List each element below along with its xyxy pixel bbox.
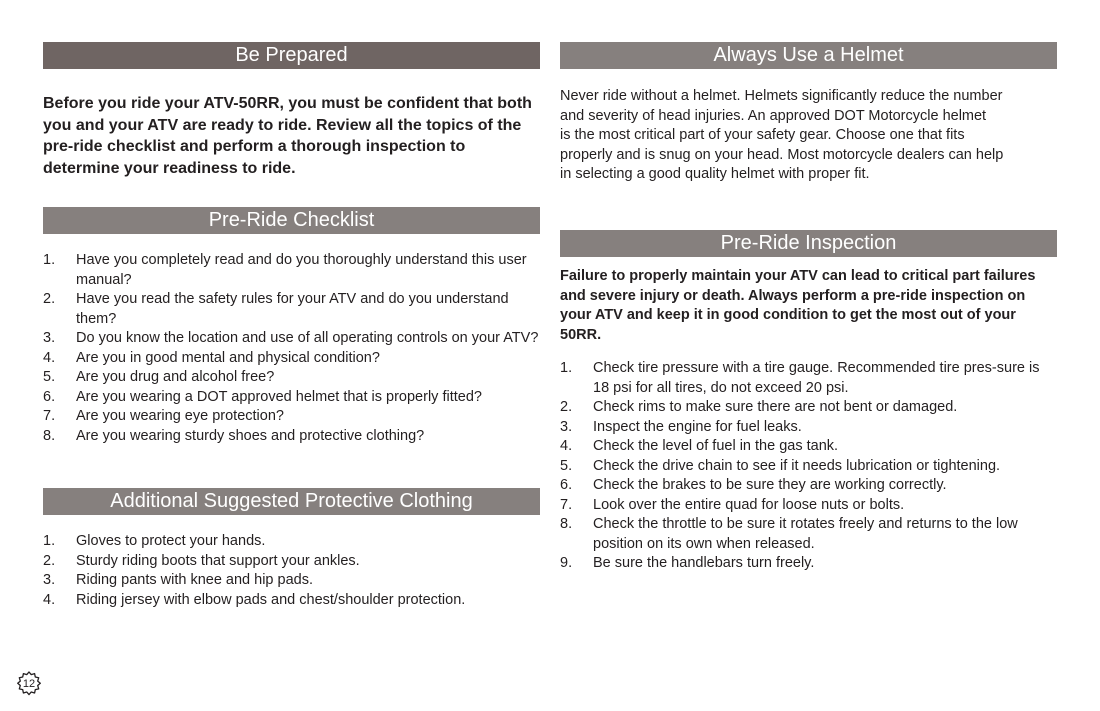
list-item: [43, 407, 540, 427]
list-item-text: Check the brakes to be sure they are working correctly.: [593, 477, 947, 493]
list-item-text: Inspect the engine for fuel leaks.: [593, 418, 802, 435]
clothing-list: [43, 532, 540, 610]
list-item: [43, 591, 540, 611]
list-item: [560, 457, 1057, 477]
list-item: [560, 398, 1057, 418]
list-item-text: Are you drug and alcohol free?: [76, 369, 275, 385]
list-item-number: 1.: [43, 533, 56, 549]
list-item-number: 7.: [43, 408, 56, 424]
list-item: [560, 515, 1057, 554]
list-item: [43, 552, 540, 572]
list-item: [43, 532, 540, 552]
list-item: [43, 388, 540, 408]
list-item: [560, 554, 1057, 574]
list-item-text: Are you in good mental and physical condition?: [76, 349, 380, 366]
list-item-number: 3.: [560, 418, 573, 435]
list-item-number: 3.: [43, 330, 56, 346]
list-item: [560, 476, 1057, 496]
page-number-badge: [14, 669, 44, 699]
list-item-number: 7.: [560, 496, 573, 513]
list-item: [43, 349, 540, 369]
list-item-text: Have you read the safety rules for your ATV and do you understand them?: [76, 291, 509, 327]
list-item: [560, 359, 1057, 398]
checklist-list: [43, 251, 540, 446]
list-item-number: 9.: [560, 555, 573, 571]
list-item-text: Are you wearing sturdy shoes and protective clothing?: [76, 427, 425, 444]
list-item-text: Check the level of fuel in the gas tank.: [593, 438, 839, 454]
list-item-number: 4.: [560, 438, 573, 454]
inspection-intro: Failure to properly maintain your ATV can lead to critical part failures and severe injury or death. Always perform a pre-ride inspection on your ATV and keep it in good condition to get the most out of your 50RR.: [560, 268, 1036, 343]
list-item: [43, 368, 540, 388]
list-item-text: Look over the entire quad for loose nuts or bolts.: [593, 496, 905, 513]
list-item-number: 6.: [560, 477, 573, 493]
list-item-number: 6.: [43, 388, 56, 405]
list-item-text: Do you know the location and use of all operating controls on your ATV?: [76, 330, 539, 346]
list-item-text: Riding pants with knee and hip pads.: [76, 572, 313, 588]
list-item-text: Be sure the handlebars turn freely.: [593, 555, 815, 571]
list-item-number: 4.: [43, 591, 56, 608]
list-item-number: 8.: [43, 427, 56, 444]
list-item: [43, 571, 540, 591]
list-item-number: 5.: [560, 457, 573, 474]
clothing-heading: [43, 488, 540, 515]
helmet-text-line: properly and is snug on your head. Most motorcycle dealers can help: [560, 146, 1004, 163]
list-item: [560, 496, 1057, 516]
helmet-title: Always Use a Helmet: [713, 44, 904, 66]
checklist-heading: [43, 207, 540, 234]
list-item: [43, 290, 540, 329]
be-prepared-title: Be Prepared: [235, 44, 348, 66]
list-item-text: Riding jersey with elbow pads and chest/shoulder protection.: [76, 591, 466, 608]
list-item-number: 4.: [43, 349, 56, 366]
list-item-number: 2.: [43, 552, 56, 569]
clothing-title: Additional Suggested Protective Clothing: [110, 490, 473, 512]
inspection-title: Pre-Ride Inspection: [720, 232, 897, 254]
be-prepared-text: Before you ride your ATV-50RR, you must be confident that both you and your ATV are ready to ride. Review all the topics of the pre-ride checklist and perform a thorough inspection to determine your readiness to ride.: [43, 95, 532, 177]
list-item-text: Are you wearing eye protection?: [76, 408, 284, 424]
inspection-heading: [560, 230, 1057, 257]
list-item-number: 1.: [560, 360, 573, 376]
list-item-number: 2.: [560, 399, 573, 415]
list-item-number: 2.: [43, 291, 56, 307]
list-item: [43, 427, 540, 447]
helmet-text-line: is the most critical part of your safety gear. Choose one that fits: [560, 127, 965, 143]
helmet-text: [560, 87, 1057, 185]
helmet-text-line: in selecting a good quality helmet with proper fit.: [560, 166, 870, 182]
list-item-text: Check the drive chain to see if it needs lubrication or tightening.: [593, 457, 1001, 474]
list-item-text: Check rims to make sure there are not bent or damaged.: [593, 399, 958, 415]
list-item-text: Sturdy riding boots that support your ankles.: [76, 552, 360, 569]
list-item-text: Have you completely read and do you thoroughly understand this user manual?: [76, 252, 527, 288]
list-item: [560, 437, 1057, 457]
inspection-list: [560, 359, 1057, 574]
list-item-number: 1.: [43, 252, 56, 268]
helmet-heading: [560, 42, 1057, 69]
list-item-number: 5.: [43, 369, 56, 385]
list-item-number: 8.: [560, 516, 573, 532]
helmet-text-line: Never ride without a helmet. Helmets significantly reduce the number: [560, 88, 1003, 104]
list-item: [43, 329, 540, 349]
list-item-text: Check the throttle to be sure it rotates freely and returns to the low position on its own when released.: [593, 516, 1018, 552]
helmet-text-line: and severity of head injuries. An approved DOT Motorcycle helmet: [560, 107, 987, 124]
be-prepared-heading: [43, 42, 540, 69]
checklist-title: Pre-Ride Checklist: [208, 209, 375, 231]
list-item-text: Are you wearing a DOT approved helmet that is properly fitted?: [76, 388, 482, 405]
list-item: [560, 418, 1057, 438]
list-item-number: 3.: [43, 572, 56, 588]
list-item-text: Gloves to protect your hands.: [76, 533, 266, 549]
page-number: 12: [22, 678, 36, 690]
list-item: [43, 251, 540, 290]
list-item-text: Check tire pressure with a tire gauge. Recommended tire pres-sure is 18 psi for all tires, do not exceed 20 psi.: [593, 360, 1040, 396]
